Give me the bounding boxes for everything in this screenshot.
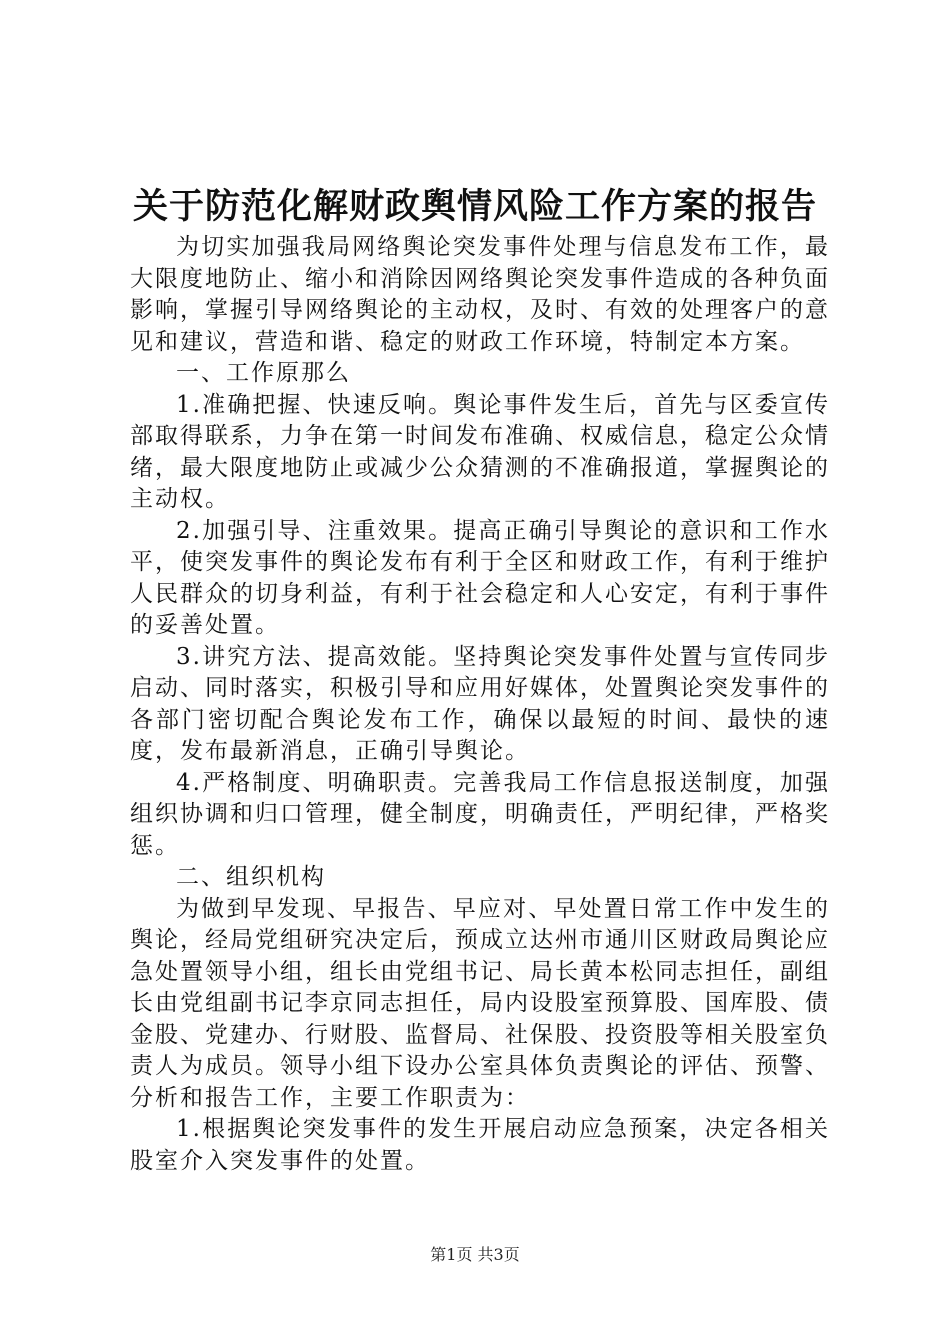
principle-paragraph-4: 4.严格制度、明确职责。完善我局工作信息报送制度，加强组织协调和归口管理，健全制度，明确责任，严明纪律，严格奖惩。 bbox=[130, 769, 830, 859]
duty-paragraph-1: 1.根据舆论突发事件的发生开展启动应急预案，决定各相关股室介入突发事件的处置。 bbox=[130, 1116, 830, 1174]
document-body bbox=[130, 232, 830, 1177]
principle-paragraph-2: 2.加强引导、注重效果。提高正确引导舆论的意识和工作水平，使突发事件的舆论发布有利于全区和财政工作，有利于维护人民群众的切身利益，有利于社会稳定和人心安定，有利于事件的妥善处置。 bbox=[130, 517, 830, 638]
page-footer: 第1页 共3页 bbox=[430, 1245, 520, 1264]
section-heading-principles: 一、工作原那么 bbox=[176, 360, 351, 386]
principle-paragraph-1: 1.准确把握、快速反响。舆论事件发生后，首先与区委宣传部取得联系，力争在第一时间发布准确、权威信息，稳定公众情绪，最大限度地防止或减少公众猜测的不准确报道，掌握舆论的主动权。 bbox=[130, 391, 830, 512]
document-title: 关于防范化解财政舆情风险工作方案的报告 bbox=[132, 186, 817, 227]
section-heading-organization: 二、组织机构 bbox=[176, 864, 326, 890]
principle-paragraph-3: 3.讲究方法、提高效能。坚持舆论突发事件处置与宣传同步启动、同时落实，积极引导和应用好媒体，处置舆论突发事件的各部门密切配合舆论发布工作，确保以最短的时间、最快的速度，发布最新消息，正确引导舆论。 bbox=[130, 643, 830, 764]
intro-paragraph: 为切实加强我局网络舆论突发事件处理与信息发布工作，最大限度地防止、缩小和消除因网络舆论突发事件造成的各种负面影响，掌握引导网络舆论的主动权，及时、有效的处理客户的意见和建议，营造和谐、稳定的财政工作环境，特制定本方案。 bbox=[130, 234, 830, 355]
organization-paragraph: 为做到早发现、早报告、早应对、早处置日常工作中发生的舆论，经局党组研究决定后，预成立达州市通川区财政局舆论应急处置领导小组，组长由党组书记、局长黄本松同志担任，副组长由党组副书记李京同志担任，局内设股室预算股、国库股、债金股、党建办、行财股、监督局、社保股、投资股等相关股室负责人为成员。领导小组下设办公室具体负责舆论的评估、预警、分析和报告工作，主要工作职责为： bbox=[130, 895, 830, 1111]
